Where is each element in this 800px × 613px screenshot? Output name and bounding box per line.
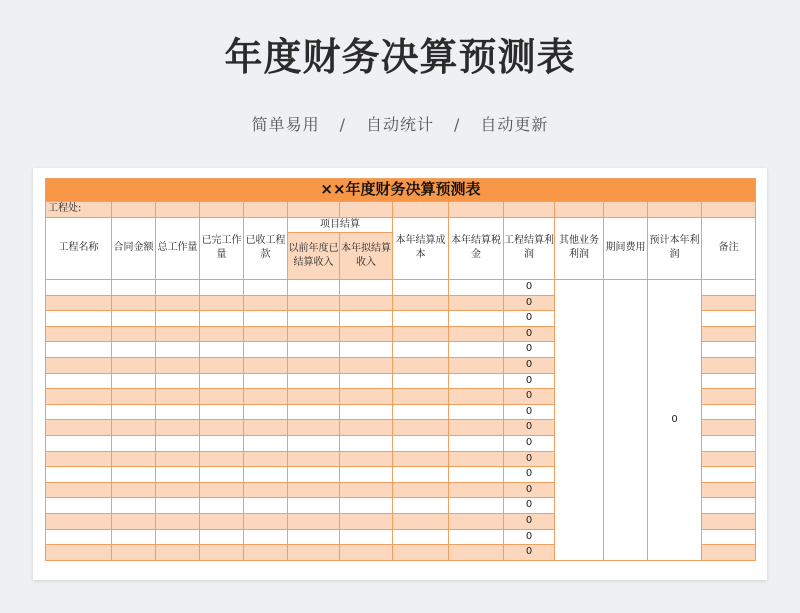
profit-cell[interactable]: 0 <box>504 389 555 405</box>
other-profit-cell[interactable] <box>555 280 604 561</box>
profit-cell[interactable]: 0 <box>504 326 555 342</box>
table-cell[interactable] <box>449 326 504 342</box>
table-cell[interactable] <box>340 420 393 436</box>
table-cell[interactable] <box>340 326 393 342</box>
table-cell[interactable] <box>46 373 112 389</box>
table-cell[interactable] <box>393 342 449 358</box>
table-cell[interactable] <box>200 451 244 467</box>
table-cell[interactable] <box>244 482 288 498</box>
table-cell[interactable] <box>200 482 244 498</box>
col-header-cost: 本年结算成本 <box>393 217 449 280</box>
table-cell[interactable] <box>393 311 449 327</box>
table-cell[interactable] <box>449 529 504 545</box>
table-cell[interactable] <box>393 467 449 483</box>
table-cell[interactable] <box>200 529 244 545</box>
project-label: 工程处: <box>46 202 112 218</box>
table-cell[interactable] <box>156 513 200 529</box>
table-cell[interactable] <box>449 404 504 420</box>
table-cell[interactable] <box>112 389 156 405</box>
table-cell[interactable] <box>244 342 288 358</box>
table-cell[interactable] <box>340 498 393 514</box>
table-cell[interactable] <box>288 357 340 373</box>
table-cell[interactable] <box>112 467 156 483</box>
table-cell[interactable] <box>244 311 288 327</box>
table-cell[interactable] <box>702 389 756 405</box>
table-cell[interactable] <box>449 342 504 358</box>
profit-cell[interactable]: 0 <box>504 357 555 373</box>
table-cell[interactable] <box>46 404 112 420</box>
table-cell[interactable] <box>46 545 112 561</box>
col-header-profit: 工程结算利润 <box>504 217 555 280</box>
table-cell[interactable] <box>244 357 288 373</box>
table-cell[interactable] <box>46 311 112 327</box>
table-cell[interactable] <box>112 326 156 342</box>
table-cell[interactable] <box>112 342 156 358</box>
table-cell[interactable] <box>340 467 393 483</box>
profit-cell[interactable]: 0 <box>504 342 555 358</box>
table-cell[interactable] <box>244 280 288 296</box>
table-cell[interactable] <box>393 529 449 545</box>
table-cell[interactable] <box>393 280 449 296</box>
table-cell[interactable] <box>449 482 504 498</box>
table-cell[interactable] <box>200 311 244 327</box>
budget-table <box>45 178 756 561</box>
table-cell[interactable] <box>393 435 449 451</box>
table-cell[interactable] <box>449 467 504 483</box>
table-cell[interactable] <box>112 404 156 420</box>
table-cell[interactable] <box>112 482 156 498</box>
table-cell[interactable] <box>112 420 156 436</box>
page-title: 年度财务决算预测表 <box>224 35 576 79</box>
profit-cell[interactable]: 0 <box>504 280 555 296</box>
table-cell[interactable] <box>112 373 156 389</box>
table-cell[interactable] <box>156 280 200 296</box>
table-cell[interactable] <box>393 545 449 561</box>
table-cell[interactable] <box>46 420 112 436</box>
table-cell[interactable] <box>156 451 200 467</box>
col-header-contract: 合同金额 <box>112 217 156 280</box>
table-cell[interactable] <box>702 545 756 561</box>
tagline-separator: / <box>454 115 461 134</box>
table-cell[interactable] <box>393 326 449 342</box>
table-cell[interactable] <box>46 451 112 467</box>
table-cell[interactable] <box>288 311 340 327</box>
col-header-tax: 本年结算税金 <box>449 217 504 280</box>
col-header-est-profit: 预计本年利润 <box>648 217 702 280</box>
table-cell[interactable] <box>288 498 340 514</box>
table-cell[interactable] <box>112 498 156 514</box>
table-cell[interactable] <box>340 545 393 561</box>
table-cell[interactable] <box>46 498 112 514</box>
table-cell[interactable] <box>449 420 504 436</box>
table-cell[interactable] <box>200 467 244 483</box>
table-cell[interactable] <box>702 326 756 342</box>
table-cell[interactable] <box>288 373 340 389</box>
profit-cell[interactable]: 0 <box>504 451 555 467</box>
spreadsheet-card <box>33 168 767 580</box>
table-cell[interactable] <box>112 357 156 373</box>
table-cell[interactable] <box>112 529 156 545</box>
period-cost-cell[interactable] <box>604 280 648 561</box>
table-cell[interactable] <box>702 295 756 311</box>
table-cell[interactable] <box>393 451 449 467</box>
table-cell[interactable] <box>244 295 288 311</box>
estimated-profit-cell[interactable]: 0 <box>648 280 702 561</box>
table-cell[interactable] <box>244 373 288 389</box>
table-cell[interactable] <box>200 404 244 420</box>
table-cell[interactable] <box>449 373 504 389</box>
table-cell[interactable] <box>46 435 112 451</box>
table-cell[interactable] <box>200 202 244 218</box>
profit-cell[interactable]: 0 <box>504 373 555 389</box>
table-cell[interactable] <box>46 295 112 311</box>
tagline-item: 自动统计 <box>365 115 434 134</box>
table-cell[interactable] <box>648 202 702 218</box>
table-cell[interactable] <box>393 482 449 498</box>
table-cell[interactable] <box>393 404 449 420</box>
table-cell[interactable] <box>288 295 340 311</box>
tagline-item: 自动更新 <box>480 115 549 134</box>
table-cell[interactable] <box>156 420 200 436</box>
table-cell[interactable] <box>112 545 156 561</box>
table-cell[interactable] <box>702 342 756 358</box>
table-cell[interactable] <box>702 280 756 296</box>
table-cell[interactable] <box>156 389 200 405</box>
table-cell[interactable] <box>504 202 555 218</box>
col-header-period-cost: 期间费用 <box>604 217 648 280</box>
table-cell[interactable] <box>393 513 449 529</box>
table-cell[interactable] <box>112 202 156 218</box>
table-cell[interactable] <box>156 529 200 545</box>
table-cell[interactable] <box>340 280 393 296</box>
table-cell[interactable] <box>449 280 504 296</box>
sheet-title: ××年度财务决算预测表 <box>46 179 756 202</box>
table-cell[interactable] <box>449 451 504 467</box>
table-cell[interactable] <box>288 420 340 436</box>
table-cell[interactable] <box>393 357 449 373</box>
table-cell[interactable] <box>340 357 393 373</box>
table-cell[interactable] <box>244 513 288 529</box>
table-cell[interactable] <box>340 342 393 358</box>
table-cell[interactable] <box>200 513 244 529</box>
table-cell[interactable] <box>112 435 156 451</box>
table-cell[interactable] <box>244 451 288 467</box>
table-cell[interactable] <box>200 342 244 358</box>
table-cell[interactable] <box>393 389 449 405</box>
table-cell[interactable] <box>702 373 756 389</box>
table-cell[interactable] <box>156 435 200 451</box>
table-cell[interactable] <box>46 389 112 405</box>
table-cell[interactable] <box>244 498 288 514</box>
table-cell[interactable] <box>393 373 449 389</box>
tagline-separator: / <box>339 115 346 134</box>
table-cell[interactable] <box>156 373 200 389</box>
col-header-settlement-group: 项目结算 <box>288 217 393 233</box>
profit-cell[interactable]: 0 <box>504 435 555 451</box>
table-cell[interactable] <box>200 326 244 342</box>
profit-cell[interactable]: 0 <box>504 498 555 514</box>
table-cell[interactable] <box>604 202 648 218</box>
table-cell[interactable] <box>46 326 112 342</box>
table-cell[interactable] <box>156 326 200 342</box>
table-cell[interactable] <box>340 404 393 420</box>
tagline-item: 简单易用 <box>251 115 320 134</box>
profit-cell[interactable]: 0 <box>504 295 555 311</box>
table-cell[interactable] <box>46 280 112 296</box>
table-cell[interactable] <box>244 529 288 545</box>
table-cell[interactable] <box>702 498 756 514</box>
table-cell[interactable] <box>156 311 200 327</box>
table-cell[interactable] <box>340 482 393 498</box>
table-cell[interactable] <box>200 435 244 451</box>
table-cell[interactable] <box>340 295 393 311</box>
table-cell[interactable] <box>244 389 288 405</box>
table-cell[interactable] <box>288 467 340 483</box>
table-cell[interactable] <box>288 545 340 561</box>
table-cell[interactable] <box>244 467 288 483</box>
table-cell[interactable] <box>702 420 756 436</box>
table-cell[interactable] <box>46 467 112 483</box>
table-cell[interactable] <box>156 482 200 498</box>
table-cell[interactable] <box>156 545 200 561</box>
table-cell[interactable] <box>112 311 156 327</box>
col-header-done-work: 已完工作量 <box>200 217 244 280</box>
table-cell[interactable] <box>340 202 393 218</box>
table-cell[interactable] <box>702 513 756 529</box>
table-cell[interactable] <box>702 202 756 218</box>
table-cell[interactable] <box>200 357 244 373</box>
table-cell[interactable] <box>340 529 393 545</box>
table-cell[interactable] <box>244 202 288 218</box>
table-cell[interactable] <box>200 389 244 405</box>
col-header-prev-settled: 以前年度已结算收入 <box>288 233 340 280</box>
table-cell[interactable] <box>200 373 244 389</box>
table-cell[interactable] <box>393 202 449 218</box>
table-cell[interactable] <box>702 529 756 545</box>
table-cell[interactable] <box>555 202 604 218</box>
table-cell[interactable] <box>449 295 504 311</box>
table-cell[interactable] <box>702 451 756 467</box>
table-cell[interactable] <box>340 373 393 389</box>
profit-cell[interactable]: 0 <box>504 513 555 529</box>
table-cell[interactable] <box>46 482 112 498</box>
table-cell[interactable] <box>244 420 288 436</box>
table-cell[interactable] <box>244 326 288 342</box>
table-cell[interactable] <box>288 482 340 498</box>
profit-cell[interactable]: 0 <box>504 529 555 545</box>
table-cell[interactable] <box>340 435 393 451</box>
col-header-total-work: 总工作量 <box>156 217 200 280</box>
table-cell[interactable] <box>702 357 756 373</box>
table-row <box>46 280 756 296</box>
col-header-remark: 备注 <box>702 217 756 280</box>
col-header-name: 工程名称 <box>46 217 112 280</box>
profit-cell[interactable]: 0 <box>504 311 555 327</box>
profit-cell[interactable]: 0 <box>504 482 555 498</box>
table-cell[interactable] <box>393 420 449 436</box>
table-cell[interactable] <box>449 435 504 451</box>
table-cell[interactable] <box>340 389 393 405</box>
table-cell[interactable] <box>702 404 756 420</box>
table-cell[interactable] <box>449 389 504 405</box>
table-cell[interactable] <box>288 202 340 218</box>
table-cell[interactable] <box>156 202 200 218</box>
col-header-planned-settle: 本年拟结算收入 <box>340 233 393 280</box>
table-cell[interactable] <box>702 435 756 451</box>
table-cell[interactable] <box>340 311 393 327</box>
table-cell[interactable] <box>200 420 244 436</box>
table-cell[interactable] <box>200 295 244 311</box>
table-cell[interactable] <box>200 498 244 514</box>
table-cell[interactable] <box>449 513 504 529</box>
table-cell[interactable] <box>288 326 340 342</box>
table-cell[interactable] <box>449 498 504 514</box>
table-cell[interactable] <box>449 545 504 561</box>
table-cell[interactable] <box>288 451 340 467</box>
table-cell[interactable] <box>702 467 756 483</box>
table-cell[interactable] <box>112 451 156 467</box>
table-cell[interactable] <box>244 545 288 561</box>
table-cell[interactable] <box>156 342 200 358</box>
table-cell[interactable] <box>702 311 756 327</box>
table-cell[interactable] <box>288 404 340 420</box>
table-cell[interactable] <box>288 435 340 451</box>
table-cell[interactable] <box>112 513 156 529</box>
table-cell[interactable] <box>156 404 200 420</box>
table-cell[interactable] <box>156 357 200 373</box>
table-cell[interactable] <box>244 435 288 451</box>
table-cell[interactable] <box>393 498 449 514</box>
table-cell[interactable] <box>200 545 244 561</box>
table-cell[interactable] <box>449 202 504 218</box>
table-cell[interactable] <box>156 467 200 483</box>
profit-cell[interactable]: 0 <box>504 404 555 420</box>
table-cell[interactable] <box>46 529 112 545</box>
table-cell[interactable] <box>112 280 156 296</box>
table-cell[interactable] <box>112 295 156 311</box>
table-cell[interactable] <box>46 513 112 529</box>
profit-cell[interactable]: 0 <box>504 420 555 436</box>
table-cell[interactable] <box>449 311 504 327</box>
table-cell[interactable] <box>393 295 449 311</box>
table-cell[interactable] <box>46 342 112 358</box>
table-cell[interactable] <box>288 513 340 529</box>
table-cell[interactable] <box>340 451 393 467</box>
table-cell[interactable] <box>46 357 112 373</box>
profit-cell[interactable]: 0 <box>504 545 555 561</box>
table-cell[interactable] <box>288 342 340 358</box>
col-header-other-profit: 其他业务利润 <box>555 217 604 280</box>
table-cell[interactable] <box>702 482 756 498</box>
table-cell[interactable] <box>244 404 288 420</box>
table-cell[interactable] <box>449 357 504 373</box>
table-cell[interactable] <box>288 389 340 405</box>
table-cell[interactable] <box>288 529 340 545</box>
table-cell[interactable] <box>340 513 393 529</box>
col-header-received: 已收工程款 <box>244 217 288 280</box>
table-cell[interactable] <box>156 295 200 311</box>
table-cell[interactable] <box>200 280 244 296</box>
table-cell[interactable] <box>156 498 200 514</box>
table-cell[interactable] <box>288 280 340 296</box>
profit-cell[interactable]: 0 <box>504 467 555 483</box>
feature-tagline <box>0 112 800 135</box>
